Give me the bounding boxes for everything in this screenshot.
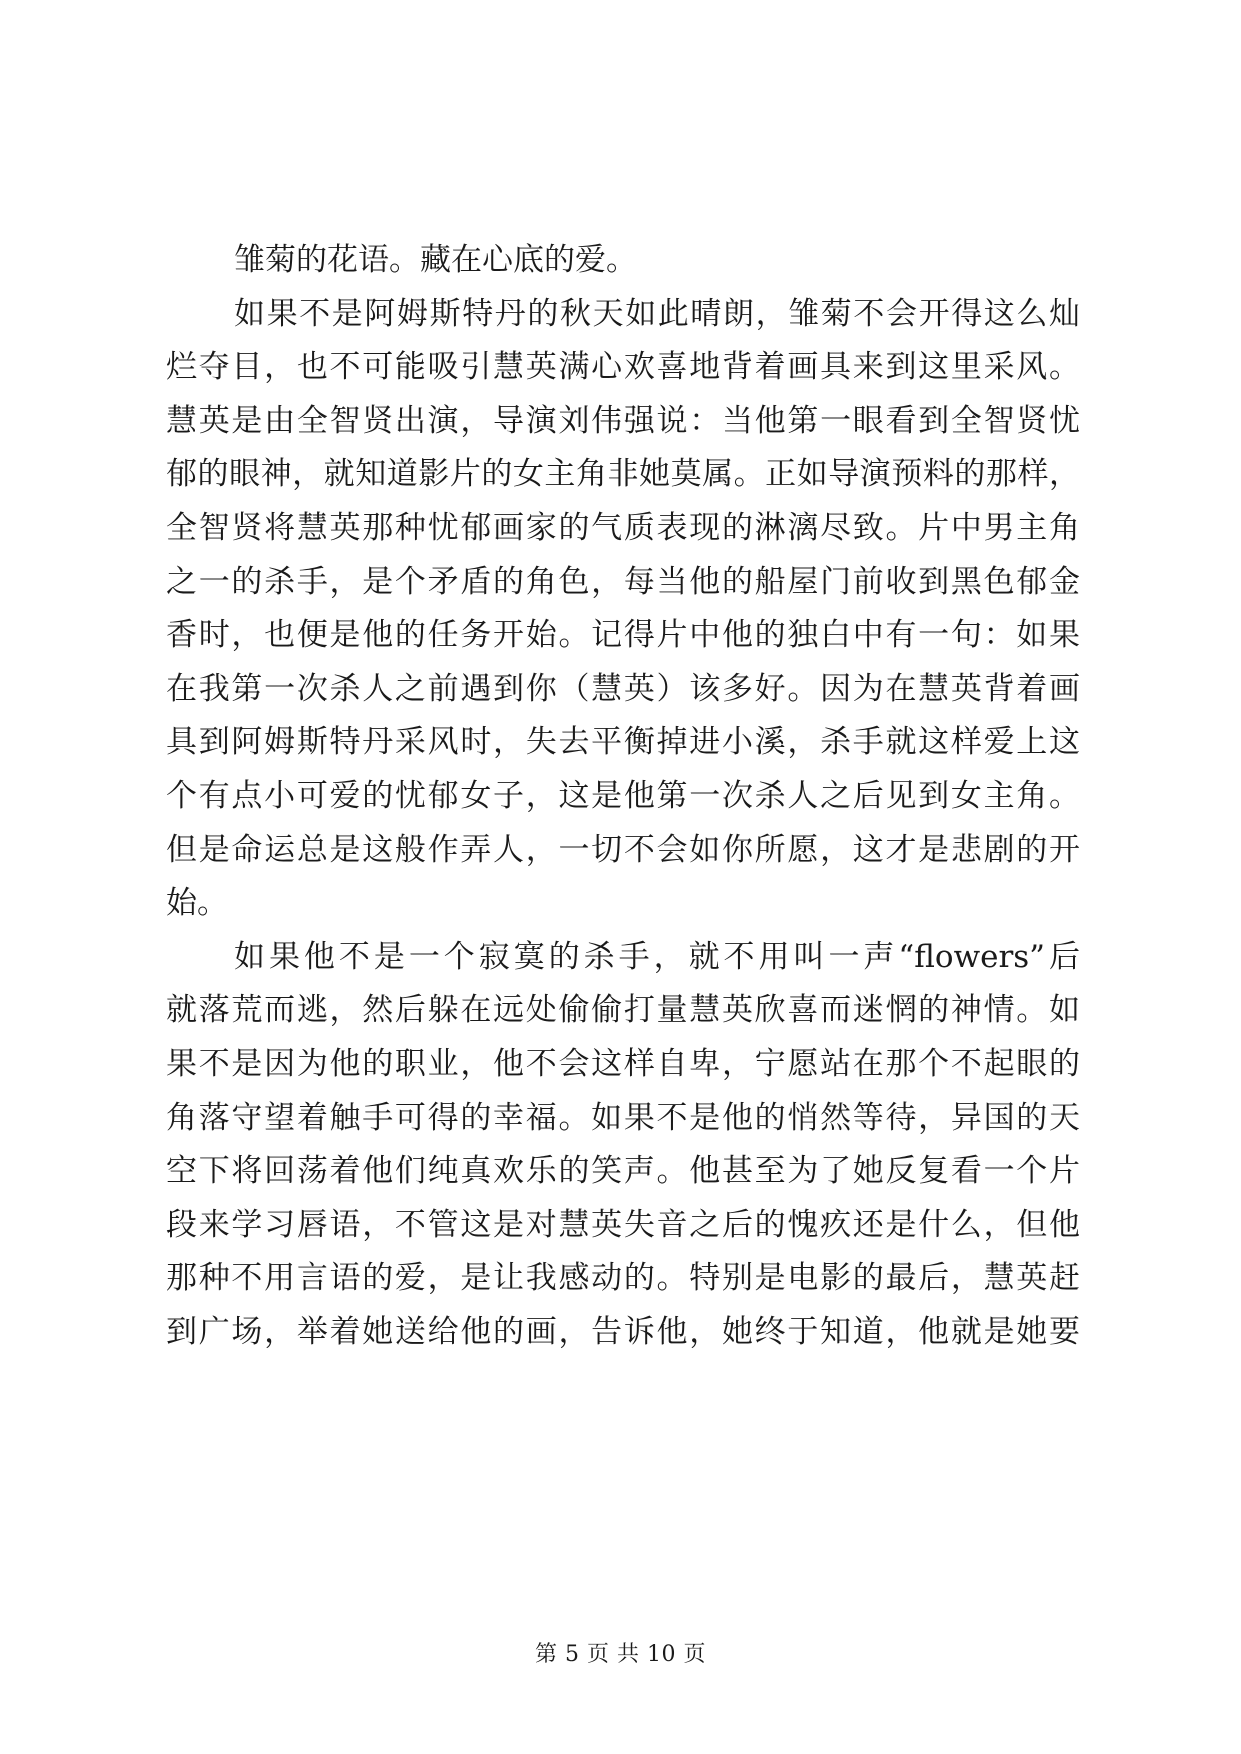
- paragraph-line: 之一的杀手，是个矛盾的角色，每当他的船屋门前收到黑色郁金: [166, 563, 1080, 600]
- page-number-label: 第 5 页 共 10 页: [535, 1642, 706, 1667]
- paragraph-line: 具到阿姆斯特丹采风时，失去平衡掉进小溪，杀手就这样爱上这: [166, 724, 1080, 761]
- paragraph-line: 烂夺目，也不可能吸引慧英满心欢喜地背着画具来到这里采风。: [166, 349, 1080, 386]
- paragraph-line: 个有点小可爱的忧郁女子，这是他第一次杀人之后见到女主角。: [166, 777, 1080, 814]
- paragraph-line: 在我第一次杀人之前遇到你（慧英）该多好。因为在慧英背着画: [166, 670, 1080, 707]
- paragraph-line: 到广场，举着她送给他的画，告诉他，她终于知道，他就是她要: [166, 1313, 1080, 1350]
- paragraph-line: 始。: [166, 885, 228, 922]
- paragraph-line: 果不是因为他的职业，他不会这样自卑，宁愿站在那个不起眼的: [166, 1045, 1080, 1082]
- paragraph-line: 雏菊的花语。藏在心底的爱。: [234, 242, 637, 278]
- paragraph-line: 段来学习唇语，不管这是对慧英失音之后的愧疚还是什么，但他: [166, 1206, 1080, 1243]
- paragraph-line: 如果他不是一个寂寞的杀手，就不用叫一声“flowers”后: [234, 938, 1080, 975]
- paragraph-line: 慧英是由全智贤出演，导演刘伟强说：当他第一眼看到全智贤忧: [166, 402, 1080, 439]
- paragraph-line: 如果不是阿姆斯特丹的秋天如此晴朗，雏菊不会开得这么灿: [234, 295, 1080, 332]
- paragraph-line: 香时，也便是他的任务开始。记得片中他的独白中有一句：如果: [166, 617, 1080, 654]
- paragraph-line: 但是命运总是这般作弄人，一切不会如你所愿，这才是悲剧的开: [166, 831, 1080, 868]
- paragraph-line: 就落荒而逃，然后躲在远处偷偷打量慧英欣喜而迷惘的神情。如: [166, 992, 1080, 1029]
- paragraph-line: 那种不用言语的爱，是让我感动的。特别是电影的最后，慧英赶: [166, 1260, 1080, 1297]
- paragraph-line: 全智贤将慧英那种忧郁画家的气质表现的淋漓尽致。片中男主角: [166, 509, 1080, 546]
- paragraph-line: 角落守望着触手可得的幸福。如果不是他的悄然等待，异国的天: [166, 1099, 1080, 1136]
- page-footer: [0, 1637, 1241, 1668]
- paragraph-line: 郁的眼神，就知道影片的女主角非她莫属。正如导演预料的那样，: [166, 456, 1080, 493]
- paragraph-line: 空下将回荡着他们纯真欢乐的笑声。他甚至为了她反复看一个片: [166, 1153, 1080, 1190]
- body-text: [166, 234, 1080, 1359]
